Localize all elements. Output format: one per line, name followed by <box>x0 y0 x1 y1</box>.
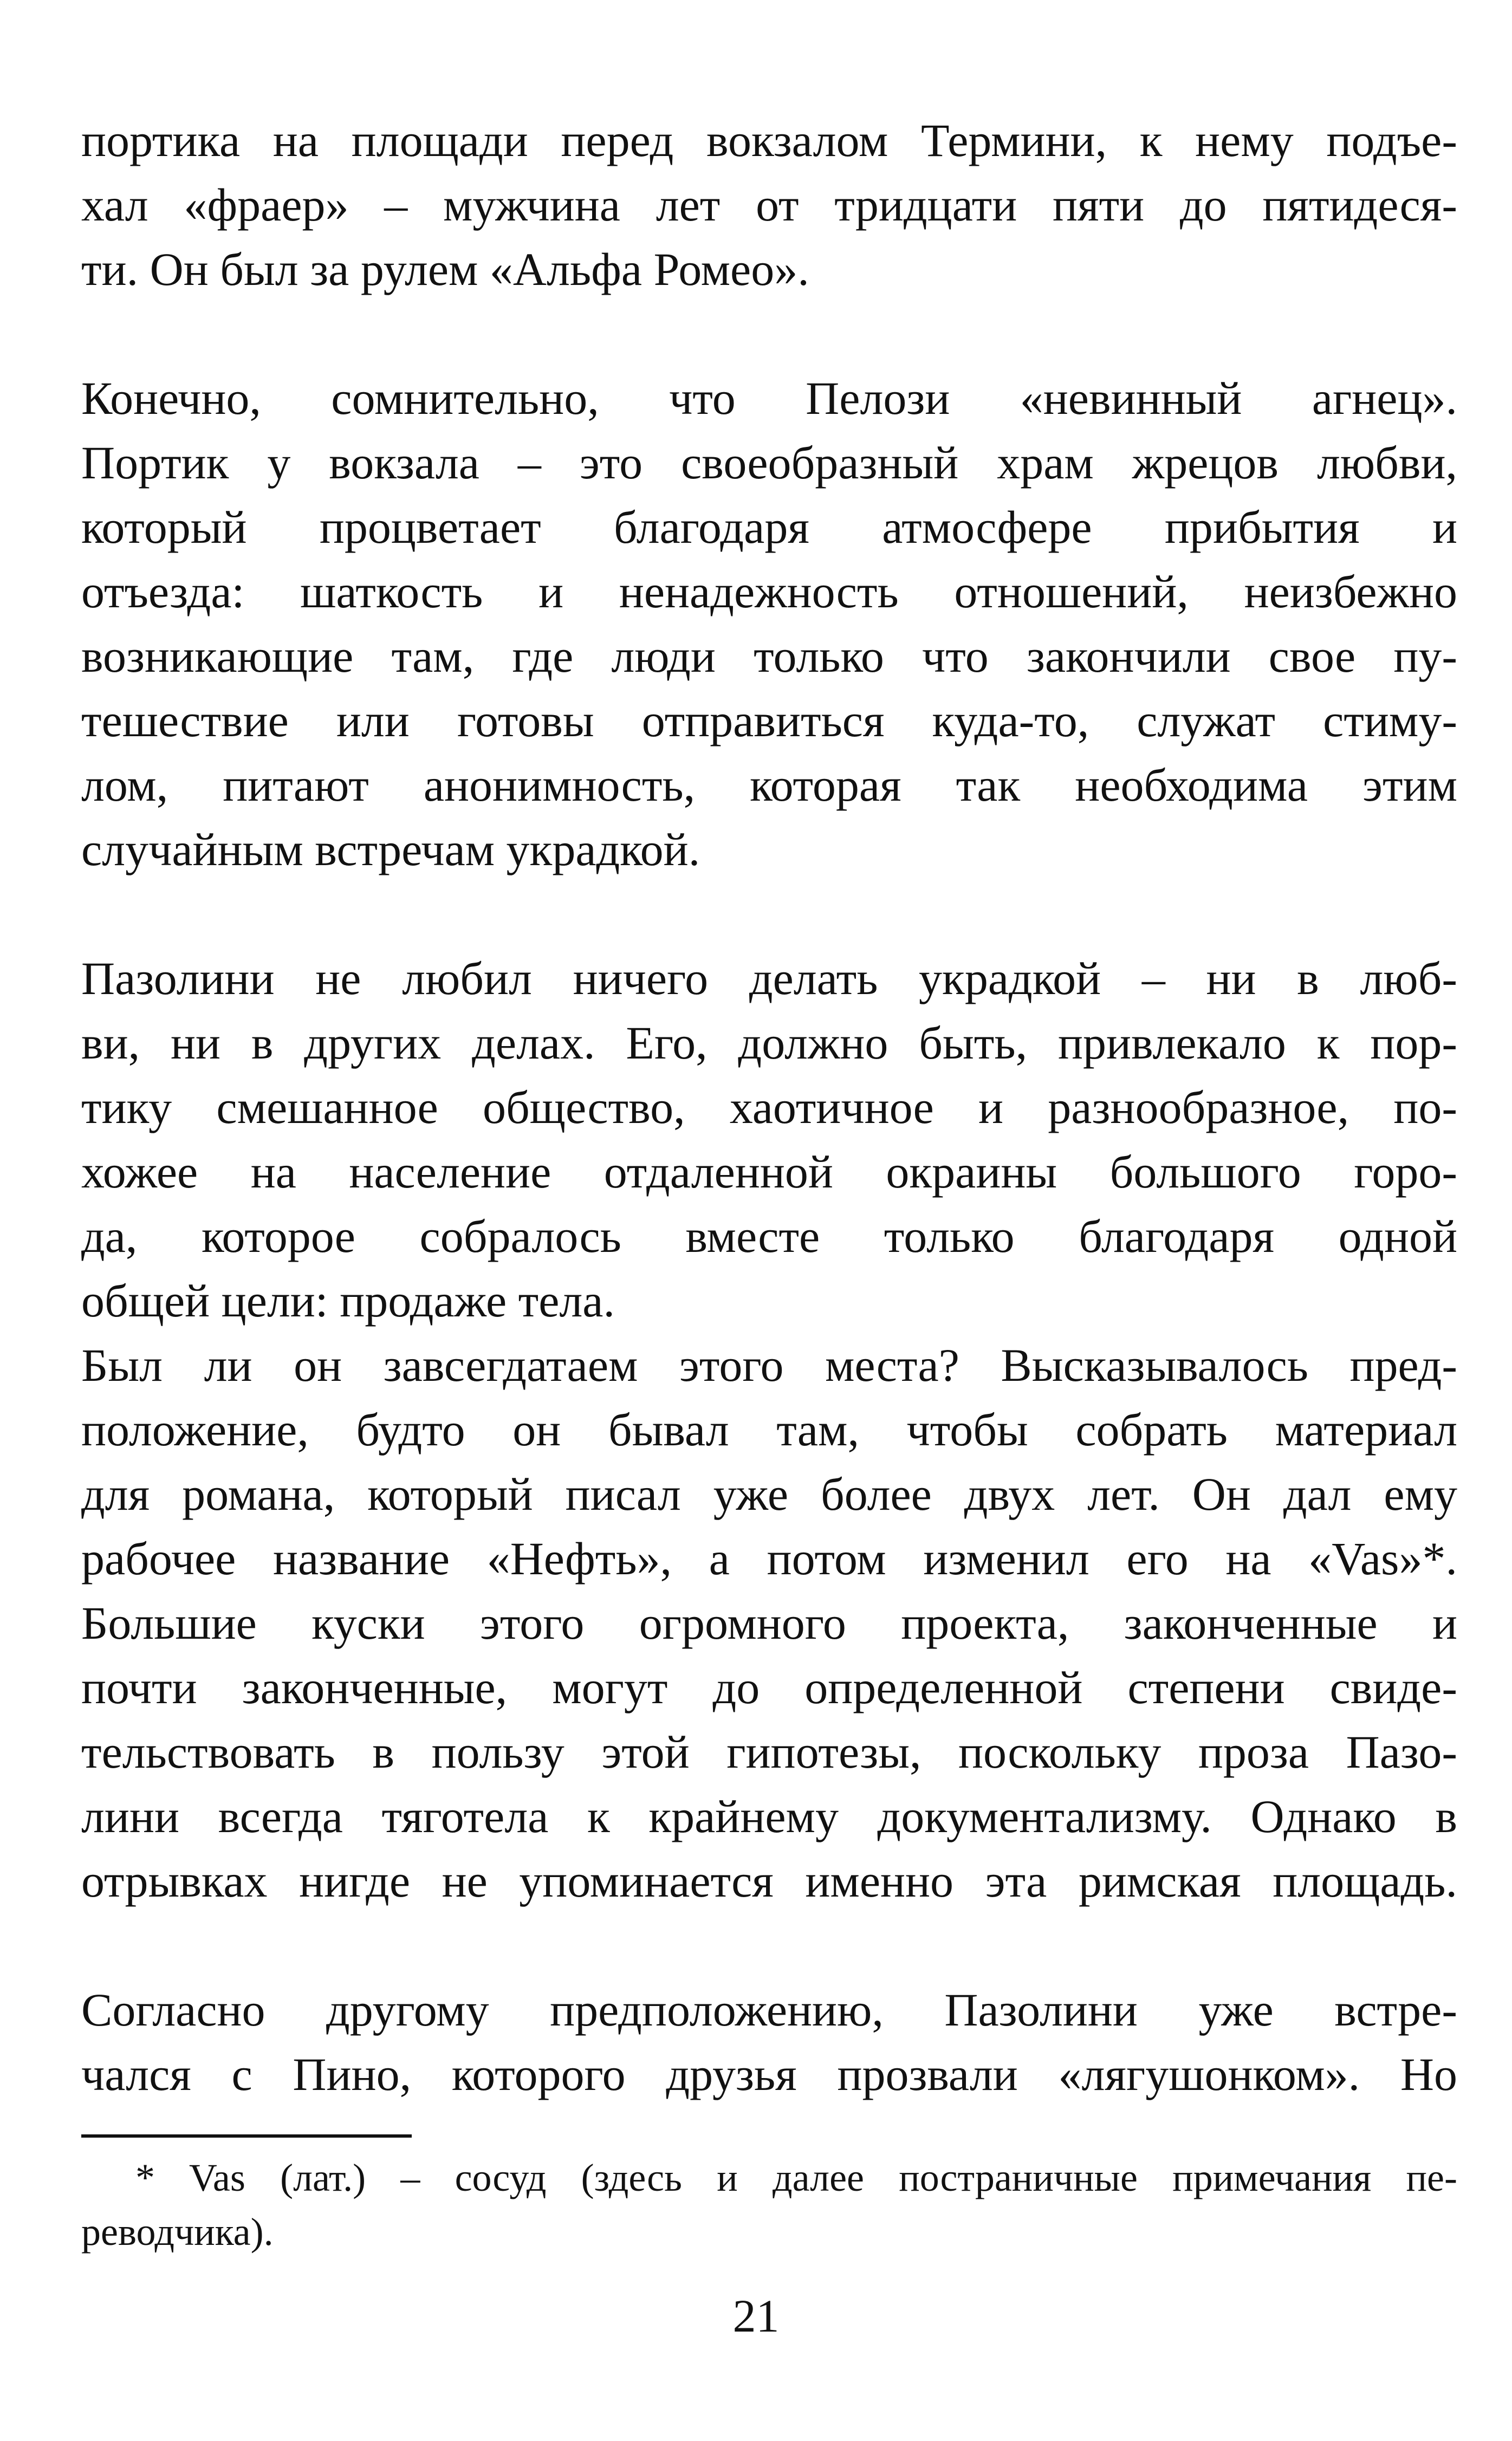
paragraph <box>81 366 1457 882</box>
footnote-line: реводчика). <box>81 2210 274 2254</box>
text-line: ти. Он был за рулем «Альфа Ромео». <box>81 243 809 295</box>
text-line: Был ли он завсегдатаем этого места? Высказывалось пред- <box>81 1339 1457 1391</box>
text-line: ви, ни в других делах. Его, должно быть, привлекало к пор- <box>81 1017 1457 1069</box>
text-line: хал «фраер» – мужчина лет от тридцати пяти до пятидеся- <box>81 179 1457 231</box>
paragraph-gap <box>81 1913 1457 1978</box>
footnote <box>81 2151 1457 2259</box>
text-line: тику смешанное общество, хаотичное и разнообразное, по- <box>81 1081 1457 1133</box>
paragraph-gap <box>81 302 1457 366</box>
text-line: портика на площади перед вокзалом Термини, к нему подъе- <box>81 114 1457 166</box>
text-line: отъезда: шаткость и ненадежность отношений, неизбежно <box>81 566 1457 618</box>
text-line: Согласно другому предположению, Пазолини уже встре- <box>81 1984 1457 2036</box>
text-line: положение, будто он бывал там, чтобы собрать материал <box>81 1404 1457 1456</box>
footnote-line: * Vas (лат.) – сосуд (здесь и далее постраничные примечания пе- <box>135 2156 1457 2199</box>
paragraph <box>81 946 1457 1333</box>
text-line: почти законченные, могут до определенной степени свиде- <box>81 1661 1457 1713</box>
text-line: Конечно, сомнительно, что Пелози «невинный агнец». <box>81 372 1457 424</box>
text-line: да, которое собралось вместе только благодаря одной <box>81 1210 1457 1262</box>
text-line: возникающие там, где люди только что закончили свое пу- <box>81 630 1457 682</box>
text-line: рабочее название «Нефть», а потом изменил его на «Vas»*. <box>81 1533 1457 1585</box>
paragraph <box>81 1591 1457 1913</box>
text-line: случайным встречам украдкой. <box>81 823 700 875</box>
text-line: тешествие или готовы отправиться куда-то, служат стиму- <box>81 694 1457 746</box>
text-line: Портик у вокзала – это своеобразный храм жрецов любви, <box>81 437 1457 489</box>
text-line: лом, питают анонимность, которая так необходима этим <box>81 759 1457 811</box>
text-line: чался с Пино, которого друзья прозвали «лягушонком». Но <box>81 2048 1457 2100</box>
text-line: хожее на население отдаленной окраины большого горо- <box>81 1146 1457 1198</box>
paragraph-gap <box>81 882 1457 946</box>
paragraph <box>81 108 1457 302</box>
paragraph <box>81 1978 1457 2107</box>
footnote-divider <box>81 2134 412 2138</box>
main-text <box>81 108 1457 2107</box>
text-line: Большие куски этого огромного проекта, законченные и <box>81 1597 1457 1649</box>
text-line: который процветает благодаря атмосфере прибытия и <box>81 501 1457 553</box>
page-number: 21 <box>732 2290 780 2342</box>
text-line: отрывках нигде не упоминается именно эта римская площадь. <box>81 1855 1457 1907</box>
paragraph <box>81 1333 1457 1591</box>
text-line: общей цели: продаже тела. <box>81 1275 615 1327</box>
text-line: тельствовать в пользу этой гипотезы, поскольку проза Пазо- <box>81 1726 1457 1778</box>
text-line: Пазолини не любил ничего делать украдкой – ни в люб- <box>81 952 1457 1004</box>
text-line: лини всегда тяготела к крайнему документализму. Однако в <box>81 1790 1457 1842</box>
text-line: для романа, который писал уже более двух лет. Он дал ему <box>81 1468 1457 1520</box>
